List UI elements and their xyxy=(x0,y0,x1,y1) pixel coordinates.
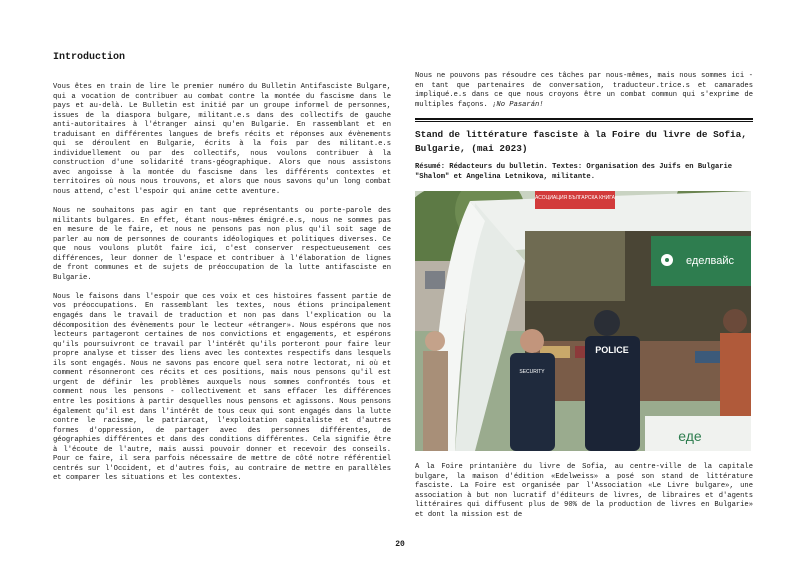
intro-paragraph-1: Vous êtes en train de lire le premier numéro du Bulletin Antifasciste Bulgare, qui a vocation de contribuer au combat contre la montée du fascisme dans le pays et au-delà. Le Bulletin est initié par un groupe informel de personnes, issues de la diaspora bulgare, militant.e.s dans des collectifs de gauche anti-autoritaires à l'étranger ainsi qu'en Bulgarie. En rassemblant et en traduisant en différentes langues de brefs récits et réponses aux évènements qui se déroulent en Bulgarie, écrits à la fois par des militant.e.s individuellement ou par des collectifs, nous voulons contribuer à la construction d'une solidarité trans-géographique. Alors que nous assistons avec angoisse à la montée du fascisme dans les différents contextes et territoires où nous nous trouvons, et alors que nous savons qu'un long combat nous attend, c'est l'espoir qui anime cette aventure. xyxy=(53,83,391,197)
article-divider xyxy=(415,118,753,120)
article-paragraph-1: A la Foire printanière du livre de Sofia, au centre-ville de la capitale bulgare, la maison d'édition «Edelweiss» a posé son stand de littérature fasciste. La Foire est organisée par l'Association «Le Livre bulgare», une association à but non lucratif d'éditeurs de livres, de libraires et d'agents littéraires qui diffusent plus de 90% de la production de livres en Bulgarie» et dont la mission est de xyxy=(415,463,753,519)
book-fair-photo xyxy=(415,191,751,451)
intro-paragraph-3: Nous le faisons dans l'espoir que ces voix et ces histoires fassent partie de vos préoccupations. En rassemblant les textes, nous étions principalement engagés dans le travail de traduction et non pas dans l'explication ou la décomposition des évènements pour le lecteur «étranger». Nous espérons que nos lecteurs partageront certaines de nos convictions et engagements, et espérons qu'ils poursuivront ce travail par l'intérêt qu'ils porteront pour faire leur propre analyse et tisser des liens avec les contextes respectifs dans lesquels ils sont engagés. Nous ne savons pas encore quel sera notre lectorat, ni où et comment résonneront ces récits et ces positions, mais nous pensons qu'il est urgent de définir les problèmes auxquels nous sommes confrontés tous et comment nous les pensons - collectivement et sans effacer les différences entre les positions à partir desquelles nous pensons et agissons. Nous pensons également qu'il est dans l'intérêt de tous ceux qui sont engagés dans la lutte contre le racisme, le patriarcat, l'exploitation capitaliste et d'autres formes d'oppression, de partager avec des personnes différentes, de géographies différentes et dans des conditions différentes. Cela signifie être à l'écoute de l'autre, mais aussi pouvoir donner et recevoir des conseils. Pour ce faire, il sera parfois nécessaire de mettre de côté notre référentiel centrés sur l'Occident, et d'autres fois, au contraire de mettre en parallèles et comparer les situations et les contextes. xyxy=(53,292,391,483)
article-divider-thin xyxy=(415,121,753,122)
section-heading: Introduction xyxy=(53,52,126,63)
article-title: Stand de littérature fasciste à la Foire du livre de Sofia, Bulgarie, (mai 2023) xyxy=(415,129,747,154)
security-vest-text: SECURITY xyxy=(519,369,545,375)
banner-text: АСОЦИАЦИЯ БЪЛГАРСКА КНИГА xyxy=(535,195,615,201)
police-vest-text: POLICE xyxy=(595,345,629,355)
photo-caption-block xyxy=(415,463,753,520)
edelweiss-flower-icon xyxy=(661,254,673,266)
left-column xyxy=(53,83,391,484)
article-summary: Résumé: Rédacteurs du bulletin. Textes: Organisation des Juifs en Bulgarie "Shalom" et Angelina Letnikova, militante. xyxy=(415,163,733,181)
intro-paragraph-4-text: Nous ne pouvons pas résoudre ces tâches par nous-mêmes, mais nous sommes ici - en tant que partenaires de conversation, traducteur.trice.s et camarades impliqué.e.s dans ce que nous croyons être un combat commun qui s'exprime de multiples façons. xyxy=(415,72,753,109)
awning-sign-text: еде xyxy=(678,428,702,444)
intro-paragraph-4 xyxy=(415,72,753,110)
intro-paragraph-2: Nous ne souhaitons pas agir en tant que représentants ou porte-parole des militants bulgares. En effet, étant nous-mêmes émigré.e.s, nous ne sommes pas en mesure de le faire, et nous ne pensons pas non plus qu'il soit sage de parler au nom de personnes de courants idéologiques et politiques diverses. Ce que nous voulons plutôt faire ici, c'est conserver respectueusement ces différences, leur donner de l'espace et contribuer à l'élaboration de lignes de front communes et de sujets de préoccupation de la lutte antifasciste en Bulgarie. xyxy=(53,207,391,282)
right-column-intro xyxy=(415,72,753,110)
edelweiss-sign-text: еделвайс xyxy=(686,255,734,267)
no-pasaran-slogan: ¡No Pasarán! xyxy=(492,100,544,109)
page-number: 20 xyxy=(395,540,405,549)
